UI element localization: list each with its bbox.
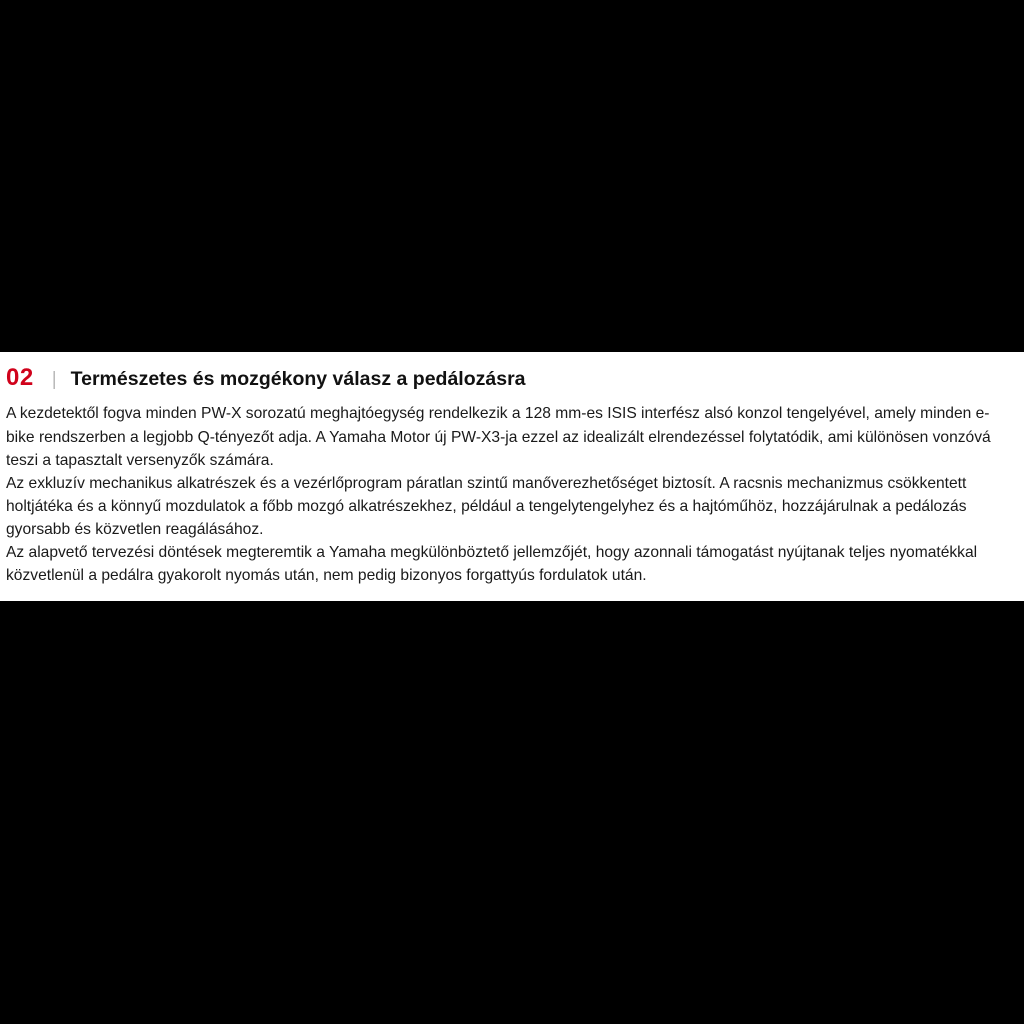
- section-divider: |: [51, 369, 57, 390]
- section-header: [0, 352, 1024, 396]
- body-paragraph: Az exkluzív mechanikus alkatrészek és a vezérlőprogram páratlan szintű manőverezhetőséget biztosít. A racsnis mechanizmus csökkentett holtjátéka és a könnyű mozdulatok a főbb mozgó alkatrészekhez, például a tengelytengelyhez és a hajtóműhöz, hozzájárulnak a pedálozás gyorsabb és közvetlen reagálásához.: [6, 474, 967, 538]
- section-body: [0, 396, 1024, 601]
- body-paragraph: Az alapvető tervezési döntések megteremtik a Yamaha megkülönböztető jellemzőjét, hogy azonnali támogatást nyújtanak teljes nyomatékkal közvetlenül a pedálra gyakorolt nyomás után, nem pedig bizonyos forgattyús fordulatok után.: [6, 543, 978, 584]
- section-number: 02: [6, 364, 34, 391]
- body-paragraph: A kezdetektől fogva minden PW-X sorozatú meghajtóegység rendelkezik a 128 mm-es ISIS interfész alsó konzol tengelyével, amely minden e-bike rendszerben a legjobb Q-tényezőt adja. A Yamaha Motor új PW-X3-ja ezzel az idealizált elrendezéssel folytatódik, ami különösen vonzóvá teszi a tapasztalt versenyzők számára.: [6, 405, 991, 469]
- content-card: [0, 352, 1024, 601]
- section-title: Természetes és mozgékony válasz a pedálozásra: [70, 368, 526, 390]
